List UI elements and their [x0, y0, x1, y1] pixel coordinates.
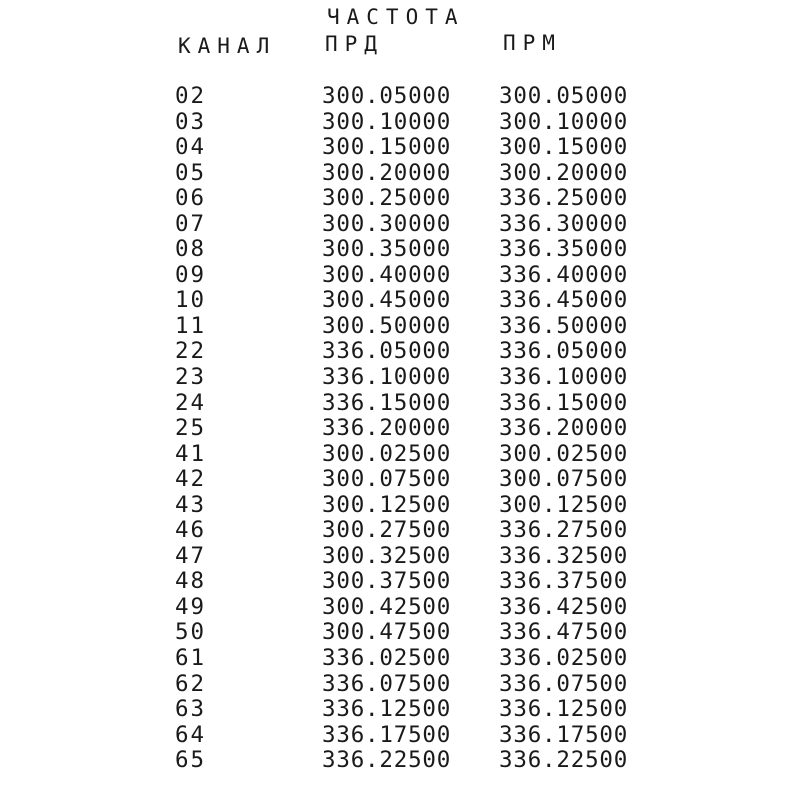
channel-cell: 62: [175, 670, 207, 697]
table-row: [0, 620, 800, 646]
channel-cell: 49: [175, 593, 207, 620]
tx-frequency-cell: 300.42500: [322, 593, 452, 620]
tx-frequency-cell: 336.07500: [322, 670, 452, 697]
table-row: [0, 467, 800, 493]
channel-cell: 25: [175, 415, 207, 442]
tx-frequency-cell: 300.12500: [322, 491, 452, 518]
rx-frequency-cell: 336.20000: [499, 415, 629, 442]
table-row: [0, 416, 800, 442]
tx-frequency-cell: 300.15000: [322, 134, 452, 161]
tx-frequency-cell: 300.35000: [322, 236, 452, 263]
rx-frequency-cell: 336.40000: [499, 261, 629, 288]
channel-cell: 08: [175, 236, 207, 263]
rx-frequency-cell: 336.37500: [499, 568, 629, 595]
table-row: [0, 161, 800, 187]
table-row: [0, 186, 800, 212]
tx-frequency-cell: 336.05000: [322, 338, 452, 365]
rx-frequency-cell: 336.12500: [499, 696, 629, 723]
rx-frequency-cell: 336.35000: [499, 236, 629, 263]
channel-column-header: КАНАЛ: [178, 34, 277, 58]
rx-frequency-cell: 336.25000: [499, 185, 629, 212]
tx-frequency-cell: 336.22500: [322, 747, 452, 774]
table-row: [0, 697, 800, 723]
table-row: [0, 212, 800, 238]
tx-frequency-cell: 300.10000: [322, 108, 452, 135]
table-row: [0, 263, 800, 289]
channel-cell: 24: [175, 389, 207, 416]
channel-cell: 46: [175, 517, 207, 544]
tx-frequency-cell: 300.05000: [322, 83, 452, 109]
tx-frequency-cell: 300.40000: [322, 261, 452, 288]
rx-frequency-cell: 336.27500: [499, 517, 629, 544]
rx-frequency-cell: 300.10000: [499, 108, 629, 135]
table-row: [0, 237, 800, 263]
tx-frequency-cell: 336.10000: [322, 364, 452, 391]
tx-frequency-cell: 300.02500: [322, 440, 452, 467]
rx-frequency-cell: 336.07500: [499, 670, 629, 697]
channel-cell: 22: [175, 338, 207, 365]
channel-cell: 11: [175, 312, 207, 339]
tx-frequency-cell: 336.02500: [322, 645, 452, 672]
table-row: [0, 110, 800, 136]
table-row: [0, 723, 800, 749]
rx-frequency-cell: 300.15000: [499, 134, 629, 161]
tx-frequency-cell: 300.27500: [322, 517, 452, 544]
tx-frequency-cell: 300.32500: [322, 542, 452, 569]
channel-cell: 64: [175, 721, 207, 748]
channel-cell: 04: [175, 134, 207, 161]
rx-frequency-cell: 300.02500: [499, 440, 629, 467]
channel-cell: 05: [175, 159, 207, 186]
channel-cell: 06: [175, 185, 207, 212]
rx-frequency-cell: 336.17500: [499, 721, 629, 748]
channel-cell: 61: [175, 645, 207, 672]
rx-frequency-cell: 300.12500: [499, 491, 629, 518]
tx-frequency-cell: 336.15000: [322, 389, 452, 416]
table-row: [0, 544, 800, 570]
tx-frequency-cell: 300.20000: [322, 159, 452, 186]
rx-frequency-cell: 300.20000: [499, 159, 629, 186]
channel-cell: 63: [175, 696, 207, 723]
tx-frequency-cell: 300.37500: [322, 568, 452, 595]
table-row: [0, 288, 800, 314]
rx-frequency-cell: 336.32500: [499, 542, 629, 569]
channel-cell: 10: [175, 287, 207, 314]
channel-cell: 42: [175, 466, 207, 493]
table-row: [0, 672, 800, 698]
table-row: [0, 391, 800, 417]
rx-frequency-cell: 336.05000: [499, 338, 629, 365]
tx-frequency-cell: 300.45000: [322, 287, 452, 314]
channel-cell: 65: [175, 747, 207, 774]
table-row: [0, 365, 800, 391]
rx-column-header: ПРМ: [503, 31, 562, 55]
rx-frequency-cell: 336.10000: [499, 364, 629, 391]
tx-frequency-cell: 300.25000: [322, 185, 452, 212]
rx-frequency-cell: 336.22500: [499, 747, 629, 774]
table-row: [0, 84, 800, 110]
rx-frequency-cell: 300.07500: [499, 466, 629, 493]
table-row: [0, 569, 800, 595]
table-row: [0, 748, 800, 774]
channel-cell: 07: [175, 210, 207, 237]
tx-frequency-cell: 300.07500: [322, 466, 452, 493]
channel-cell: 48: [175, 568, 207, 595]
table-row: [0, 442, 800, 468]
table-row: [0, 518, 800, 544]
tx-frequency-cell: 300.30000: [322, 210, 452, 237]
rx-frequency-cell: 336.45000: [499, 287, 629, 314]
table-row: [0, 135, 800, 161]
table-row: [0, 339, 800, 365]
channel-cell: 23: [175, 364, 207, 391]
rx-frequency-cell: 336.30000: [499, 210, 629, 237]
table-body: [0, 84, 800, 774]
tx-frequency-cell: 336.12500: [322, 696, 452, 723]
rx-frequency-cell: 336.50000: [499, 312, 629, 339]
table-row: [0, 646, 800, 672]
frequency-header: ЧАСТОТА: [327, 5, 465, 29]
rx-frequency-cell: 336.42500: [499, 593, 629, 620]
channel-cell: 47: [175, 542, 207, 569]
table-row: [0, 595, 800, 621]
tx-frequency-cell: 300.47500: [322, 619, 452, 646]
tx-frequency-cell: 300.50000: [322, 312, 452, 339]
rx-frequency-cell: 336.47500: [499, 619, 629, 646]
tx-frequency-cell: 336.17500: [322, 721, 452, 748]
channel-cell: 09: [175, 261, 207, 288]
rx-frequency-cell: 300.05000: [499, 83, 629, 109]
table-row: [0, 493, 800, 519]
rx-frequency-cell: 336.02500: [499, 645, 629, 672]
rx-frequency-cell: 336.15000: [499, 389, 629, 416]
channel-cell: 03: [175, 108, 207, 135]
channel-cell: 02: [175, 83, 207, 109]
channel-cell: 41: [175, 440, 207, 467]
channel-cell: 43: [175, 491, 207, 518]
channel-cell: 50: [175, 619, 207, 646]
tx-frequency-cell: 336.20000: [322, 415, 452, 442]
table-row: [0, 314, 800, 340]
tx-column-header: ПРД: [325, 32, 384, 56]
